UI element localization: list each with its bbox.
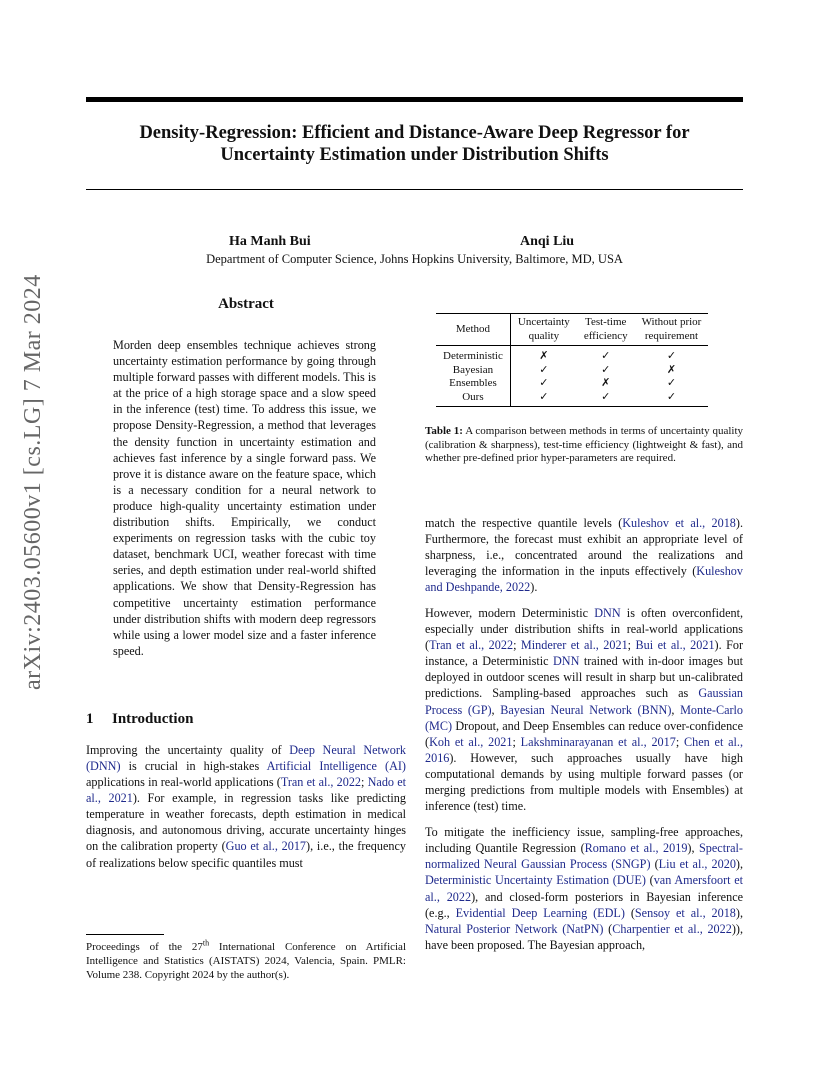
table-cell: ✗	[539, 350, 549, 362]
citation-link[interactable]: Kuleshov et al., 2018	[622, 515, 736, 530]
table-cell: ✓	[601, 363, 611, 376]
citation-link[interactable]: Koh et al., 2021	[429, 734, 513, 749]
citation-link[interactable]: Bui et al., 2021	[635, 638, 715, 653]
body-paragraph	[425, 605, 743, 814]
section-number: 1	[86, 710, 94, 727]
citation-link[interactable]: Monte-Carlo (MC)	[425, 702, 744, 733]
affiliation: Department of Computer Science, Johns Hopkins University, Baltimore, MD, USA	[206, 252, 623, 266]
citation-link[interactable]: Bayesian Neural Network (BNN)	[500, 702, 672, 717]
paragraph-text: is often overconfident, especially under distribution shifts in real-world applications (	[425, 605, 743, 653]
table-header-cell: Uncertainty quality	[517, 316, 570, 342]
body-paragraph	[425, 824, 743, 953]
citation-link[interactable]: Tran et al., 2022	[280, 775, 362, 790]
table-cell: ✓	[666, 390, 677, 403]
paragraph-text: ;	[361, 775, 368, 790]
citation-link[interactable]: Artificial Intelligence (AI)	[266, 758, 406, 773]
paragraph-text: (	[603, 921, 613, 936]
paragraph-text: ),	[735, 905, 743, 920]
right-body	[425, 515, 743, 953]
citation-link[interactable]: Evidential Deep Learning (EDL)	[455, 905, 625, 920]
paragraph-text: ;	[627, 638, 636, 653]
paragraph-text: ,	[491, 702, 501, 717]
citation-link[interactable]: Guo et al., 2017	[225, 839, 307, 854]
paragraph-text: trained with in-door images but deployed in outdoor scenes will result in sharp but un-calibrated predictions. Sampling-based approaches such as	[425, 654, 743, 701]
citation-link[interactable]: Deep Neural Network (DNN)	[86, 742, 406, 773]
paragraph-text: ). Furthermore, the forecast must exhibit an appropriate level of sharpness, i.e., concentrated around the realizations and leveraging the information in the inputs effectively (	[425, 515, 743, 578]
footnote	[86, 940, 406, 982]
table-cell: ✓	[666, 350, 677, 362]
citation-link[interactable]: Spectral-normalized Neural Gaussian Process (SNGP)	[425, 841, 743, 872]
citation-link[interactable]: Kuleshov and Deshpande, 2022	[425, 563, 743, 594]
table-header-cell: Method	[436, 314, 510, 346]
paragraph-text: ;	[675, 734, 685, 749]
citation-link[interactable]: Tran et al., 2022	[429, 638, 514, 653]
table-cell-method: Bayesian	[436, 364, 510, 378]
paragraph-text: (	[624, 905, 635, 920]
paragraph-text: ),	[687, 841, 699, 856]
table-cell: ✓	[539, 363, 549, 376]
citation-link[interactable]: DNN	[594, 605, 621, 620]
citation-link[interactable]: DNN	[553, 654, 580, 669]
paragraph-text: applications in real-world applications (	[86, 775, 281, 790]
top-rule	[86, 97, 743, 102]
paragraph-text: ). However, such approaches usually have high computational demands by using multiple forward passes (or merging predictions from multiple models with Ensembles) at inference (test) time.	[425, 750, 743, 814]
paragraph-text: Dropout, and Deep Ensembles can reduce over-confidence (	[425, 718, 743, 749]
table-cell: ✗	[666, 363, 677, 376]
citation-link[interactable]: van Amersfoort et al., 2022	[425, 873, 744, 904]
table-cell: ✗	[601, 377, 611, 389]
paragraph-text: ). For example, in regression tasks like predicting temperature in weather forecasts, depth estimation in medical diagnosis, and autonomous driving, accurate uncertainty hinges on the calibration property (	[86, 791, 406, 854]
paragraph-text: ,	[671, 702, 681, 717]
paragraph-text: However, modern Deterministic	[425, 605, 595, 620]
paragraph-text: is crucial in high-stakes	[120, 758, 267, 773]
caption-text: A comparison between methods in terms of uncertainty quality (calibration & sharpness), test-time efficiency (lightweight & fast), and whether pre-defined prior hyper-parameters are required.	[425, 425, 744, 464]
intro-paragraph	[86, 742, 406, 871]
paragraph-text: ;	[512, 734, 521, 749]
table-header-row	[436, 314, 708, 346]
paragraph-text: match the respective quantile levels (	[425, 515, 623, 530]
table-cell-method: Deterministic	[436, 346, 510, 364]
title-line-2: Uncertainty Estimation under Distribution Shifts	[220, 145, 609, 165]
paragraph-text: )), have been proposed. The Bayesian approach,	[425, 921, 743, 952]
paragraph-text: ), and closed-form posteriors in Bayesian inference (e.g.,	[425, 889, 744, 920]
table-cell: ✓	[539, 377, 549, 389]
arxiv-identifier: arXiv:2403.05600v1 [cs.LG] 7 Mar 2024	[20, 274, 46, 690]
citation-link[interactable]: Charpentier et al., 2022	[612, 921, 732, 936]
table-row	[436, 364, 708, 378]
citation-link[interactable]: Lakshminarayanan et al., 2017	[520, 734, 676, 749]
citation-link[interactable]: Nado et al., 2021	[86, 775, 406, 806]
paper-title	[86, 122, 743, 166]
paragraph-text: Improving the uncertainty quality of	[86, 742, 290, 757]
table-row	[436, 377, 708, 391]
citation-link[interactable]: Natural Posterior Network (NatPN)	[425, 921, 604, 936]
citation-link[interactable]: Deterministic Uncertainty Estimation (DUE)	[425, 873, 646, 888]
table-cell-method: Ours	[436, 391, 510, 407]
table-header-cell: Without prior requirement	[641, 316, 702, 342]
author-block	[86, 234, 743, 268]
footnote-rule	[86, 934, 164, 935]
citation-link[interactable]: Liu et al., 2020	[658, 857, 736, 872]
table-row	[436, 346, 708, 364]
body-paragraph	[425, 515, 743, 595]
paragraph-text: ). For instance, a Deterministic	[425, 638, 744, 669]
footnote-text: International Conference on Artificial Intelligence and Statistics (AISTATS) 2024, Valencia, Spain. PMLR: Volume 238. Copyright 2024 by the author(s).	[86, 941, 406, 981]
section-title: Introduction	[112, 710, 194, 727]
citation-link[interactable]: Sensoy et al., 2018	[634, 905, 736, 920]
paragraph-text: ), i.e., the frequency of realizations below specific quantiles must	[86, 839, 406, 870]
citation-link[interactable]: Romano et al., 2019	[584, 841, 688, 856]
table-cell: ✓	[601, 390, 611, 403]
abstract-text: Morden deep ensembles technique achieves strong uncertainty estimation performance by going through multiple forward passes with different models. This is at the price of a high storage space and a slow speed in the inference (test) time. To address this issue, we propose Density-Regression, a method that leverages the density function in uncertainty estimation and achieves fast inference by a single forward pass. We prove it is distance aware on the feature space, which is a necessary condition for a neural network to produce high-quality uncertainty estimation under distribution shifts. Empirically, we conduct experiments on regression tasks with the cubic toy dataset, benchmark UCI, weather forecast with time series, and depth estimation under real-world shifted applications. We show that Density-Regression has competitive uncertainty estimation performance under distribution shifts with modern deep regressors while using a lower model size and a faster inference speed.	[113, 338, 376, 658]
right-column	[425, 290, 743, 963]
author-name: Anqi Liu	[520, 234, 575, 249]
title-bottom-rule	[86, 189, 743, 190]
citation-link[interactable]: Chen et al., 2016	[425, 734, 744, 765]
table-cell: ✓	[601, 350, 611, 362]
table-caption	[425, 425, 743, 466]
comparison-table	[436, 313, 708, 407]
left-column	[86, 290, 406, 881]
table-header-cell: Test-time efficiency	[583, 316, 628, 342]
citation-link[interactable]: Minderer et al., 2021	[520, 638, 628, 653]
table-cell-method: Ensembles	[436, 377, 510, 391]
footnote-superscript: th	[202, 938, 210, 948]
paragraph-text: ).	[530, 579, 538, 594]
author-name: Ha Manh Bui	[229, 234, 311, 249]
title-line-1: Density-Regression: Efficient and Distance-Aware Deep Regressor for	[139, 123, 690, 143]
paragraph-text: (	[645, 873, 654, 888]
table-cell: ✓	[666, 377, 677, 389]
paragraph-text: To mitigate the inefficiency issue, sampling-free approaches, including Quantile Regression (	[425, 825, 743, 856]
paragraph-text: (	[650, 857, 659, 872]
citation-link[interactable]: Gaussian Process (GP)	[425, 686, 743, 717]
footnote-text: Proceedings of the 27	[86, 941, 203, 953]
table-row	[436, 391, 708, 407]
caption-label: Table 1:	[425, 425, 463, 437]
table-cell: ✓	[539, 390, 549, 403]
abstract-heading: Abstract	[218, 296, 274, 312]
paragraph-text: ;	[513, 638, 521, 653]
paragraph-text: ),	[735, 857, 744, 872]
section-heading	[86, 711, 406, 728]
